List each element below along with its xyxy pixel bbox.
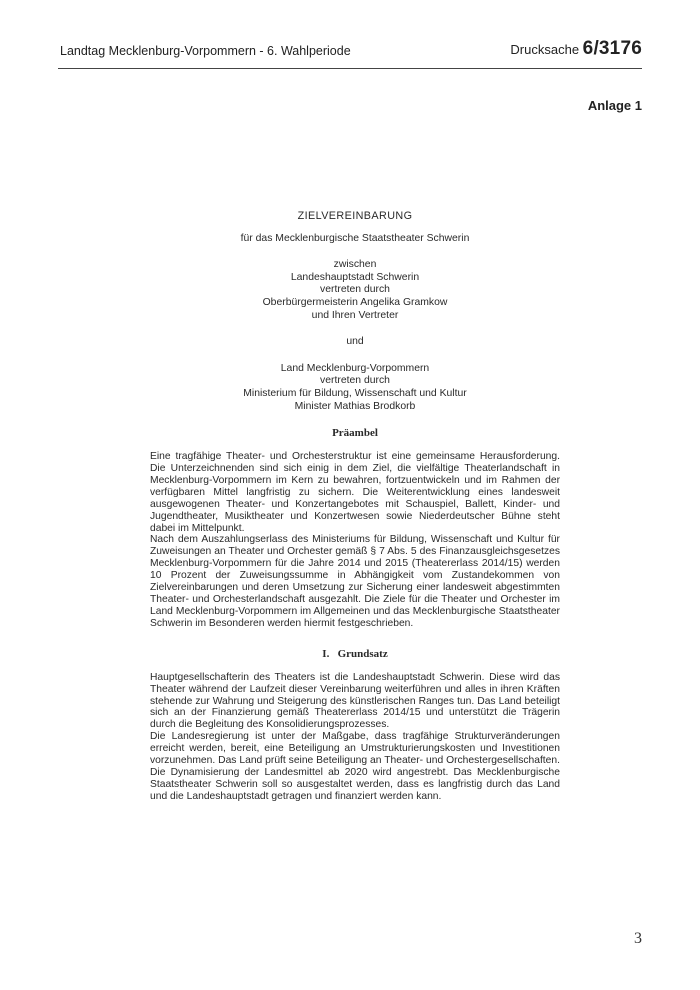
party-line: vertreten durch bbox=[320, 375, 390, 387]
party-two bbox=[150, 363, 560, 413]
section-heading-grundsatz: I. Grundsatz bbox=[322, 647, 388, 660]
document-header-title: Landtag Mecklenburg-Vorpommern - 6. Wahlperiode bbox=[60, 44, 351, 58]
grundsatz-paragraph: Die Landesregierung ist unter der Maßgabe, dass tragfähige Strukturveränderungen erreicht werden, bereit, eine Beteiligung an Umstrukturierungskosten und Investitionen vorzunehmen. Das Land prüft seine Beteiligung an Theater- und Orchestergesellschaften. Die Dynamisierung der Landesmittel ab 2020 wird angestrebt. Das Mecklenburgische Staatstheater Schwerin soll so ausgestaltet werden, dass es langfristig durch das Land und die Landeshauptstadt getragen und finanziert werden kann. bbox=[150, 731, 560, 802]
party-line: vertreten durch bbox=[320, 284, 390, 296]
agreement-title: ZIELVEREINBARUNG bbox=[297, 210, 413, 222]
agreement-subtitle: für das Mecklenburgische Staatstheater Schwerin bbox=[240, 232, 470, 244]
party-line: Oberbürgermeisterin Angelika Gramkow bbox=[262, 296, 448, 308]
preamble-heading: Präambel bbox=[332, 427, 378, 440]
document-number-value: 6/3176 bbox=[582, 38, 642, 59]
page-number: 3 bbox=[634, 930, 642, 947]
document-number-label: Drucksache bbox=[510, 42, 580, 57]
party-one bbox=[150, 259, 560, 322]
document-number bbox=[510, 38, 642, 60]
annex-label: Anlage 1 bbox=[587, 98, 642, 113]
party-line: und Ihren Vertreter bbox=[311, 309, 399, 321]
party-line: Landeshauptstadt Schwerin bbox=[290, 271, 420, 283]
preamble-paragraph: Nach dem Auszahlungserlass des Ministeriums für Bildung, Wissenschaft und Kultur für Zuweisungen an Theater und Orchester gemäß § 7 Abs. 5 des Finanzausgleichsgesetzes Mecklenburg-Vorpommern für die Jahre 2014 und 2015 (Theatererlass 2014/15) werden 10 Prozent der Zuweisungssumme in Abhängigkeit vom Zustandekommen von Zielvereinbarungen und deren Umsetzung zur Sicherung einer landesweit abgestimmten Theater- und Orchesterlandschaft ausgezahlt. Die Ziele für die Theater und Orchester im Land Mecklenburg-Vorpommern im Allgemeinen und das Mecklenburgische Staatstheater Schwerin im Besonderen werden hiermit festgeschrieben. bbox=[150, 534, 560, 629]
party-line: zwischen bbox=[333, 259, 377, 271]
grundsatz-paragraph: Hauptgesellschafterin des Theaters ist die Landeshauptstadt Schwerin. Diese wird das Theater während der Laufzeit dieser Vereinbarung weiterführen und alles in ihren Kräften stehende zur Wahrung und Steigerung des künstlerischen Ranges tun. Das Land beteiligt sich an der Finanzierung gemäß Theatererlass 2014/15 und unterstützt die Trägerin durch die Begleitung des Konsolidierungsprozesses. bbox=[150, 671, 560, 731]
party-line: Minister Mathias Brodkorb bbox=[294, 400, 416, 412]
and-connector: und bbox=[346, 336, 364, 348]
scanned-agreement bbox=[150, 210, 560, 803]
party-line: Land Mecklenburg-Vorpommern bbox=[280, 362, 430, 374]
preamble-paragraph: Eine tragfähige Theater- und Orchesterstruktur ist eine gemeinsame Herausforderung. Die Unterzeichnenden sind sich einig in dem Ziel, die vielfältige Theaterlandschaft in Mecklenburg-Vorpommern im Kern zu bewahren, fortzuentwickeln und im Rahmen der verfügbaren Mittel langfristig zu sichern. Die Weiterentwicklung eines landesweit ausgewogenen Theater- und Konzertangebotes mit Schauspiel, Ballett, Kinder- und Jugendtheater, Musiktheater und Konzertwesen sowie Niederdeutscher Bühne steht dabei im Mittelpunkt. bbox=[150, 451, 560, 534]
party-line: Ministerium für Bildung, Wissenschaft und Kultur bbox=[243, 387, 467, 399]
header-divider bbox=[58, 68, 642, 69]
